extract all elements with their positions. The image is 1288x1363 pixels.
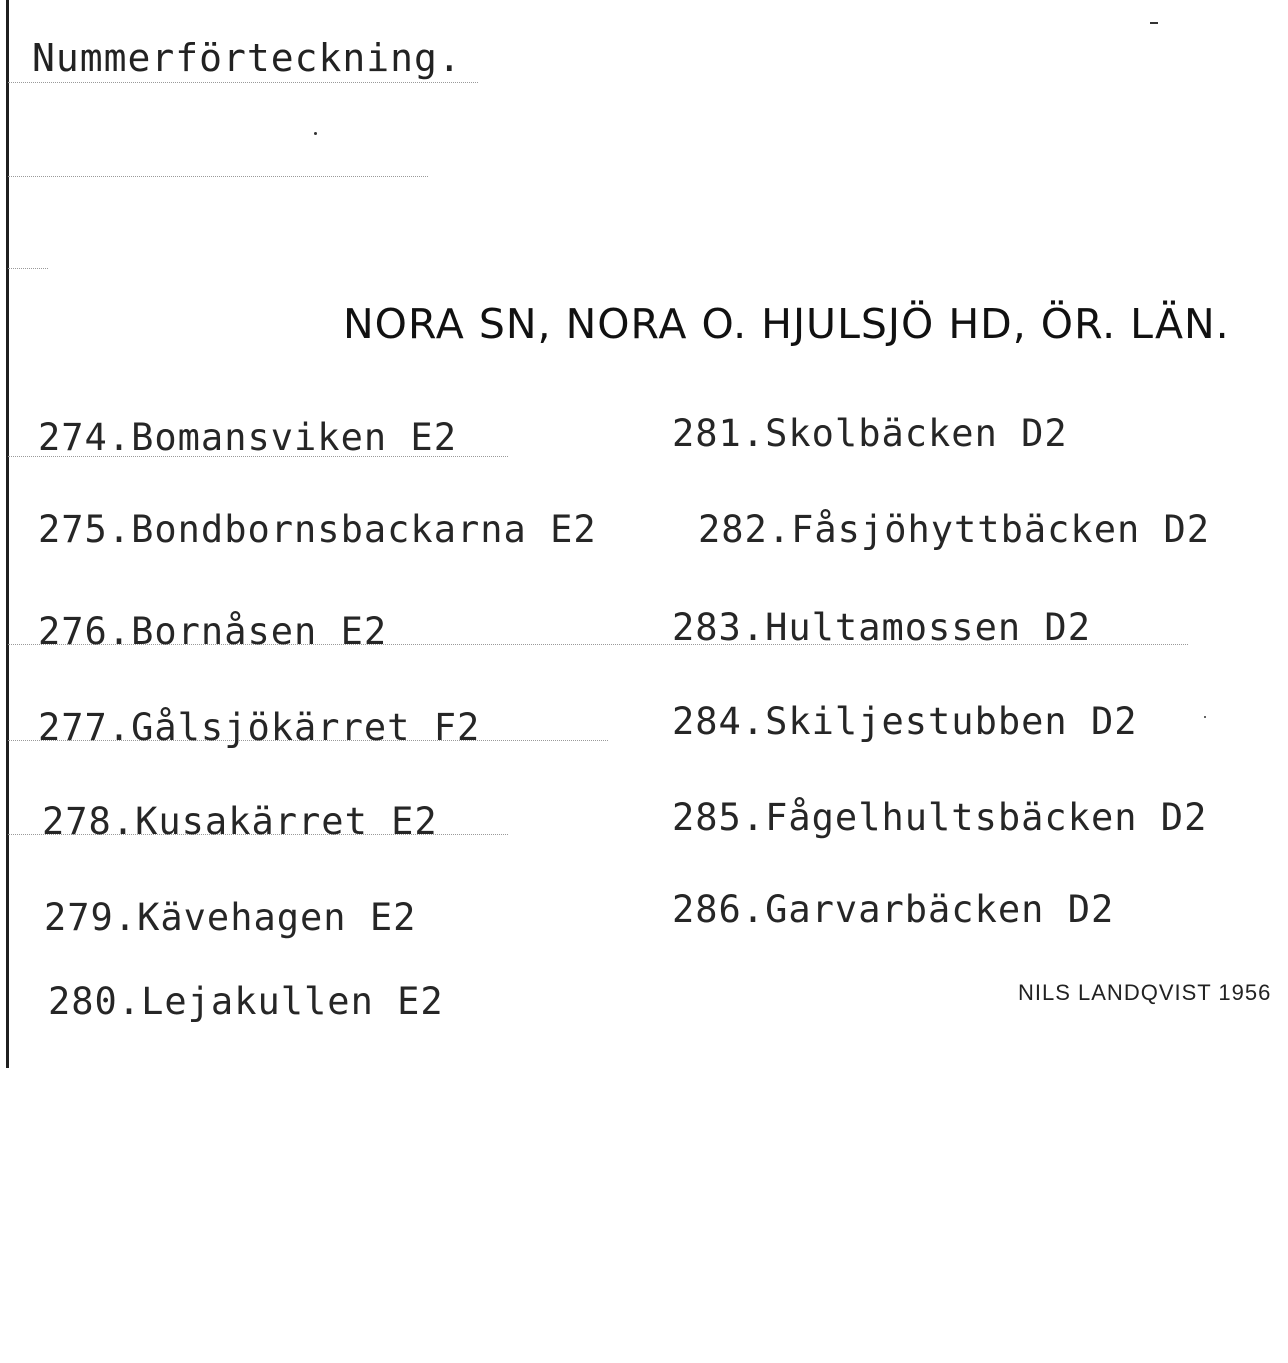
place-entry: 279.Kävehagen E2 — [44, 896, 417, 939]
place-entry: 283.Hultamossen D2 — [672, 606, 1091, 649]
parish-line: NORA SN, NORA O. HJULSJÖ HD, ÖR. LÄN. — [343, 300, 1230, 348]
place-entry: 285.Fågelhultsbäcken D2 — [672, 796, 1208, 839]
place-entry: 276.Bornåsen E2 — [38, 610, 388, 653]
place-entry: 274.Bomansviken E2 — [38, 416, 457, 459]
card-heading: Nummerförteckning. — [32, 36, 462, 80]
place-entry: 277.Gålsjökärret F2 — [38, 706, 481, 749]
card-margin-line — [6, 0, 9, 1068]
ruled-line — [8, 176, 428, 177]
ink-speck — [1204, 716, 1206, 718]
place-entry: 275.Bondbornsbackarna E2 — [38, 508, 597, 551]
place-entry: 284.Skiljestubben D2 — [672, 700, 1138, 743]
place-entry: 278.Kusakärret E2 — [42, 800, 438, 843]
ink-speck — [1150, 22, 1158, 24]
ruled-line — [8, 82, 478, 83]
ink-speck — [314, 132, 317, 135]
place-entry: 281.Skolbäcken D2 — [672, 412, 1068, 455]
place-entry: 286.Garvarbäcken D2 — [672, 888, 1115, 931]
author-credit: NILS LANDQVIST 1956 — [1018, 980, 1272, 1005]
place-entry: 282.Fåsjöhyttbäcken D2 — [698, 508, 1211, 551]
place-entry: 280.Lejakullen E2 — [48, 980, 444, 1023]
ruled-line — [8, 268, 48, 269]
